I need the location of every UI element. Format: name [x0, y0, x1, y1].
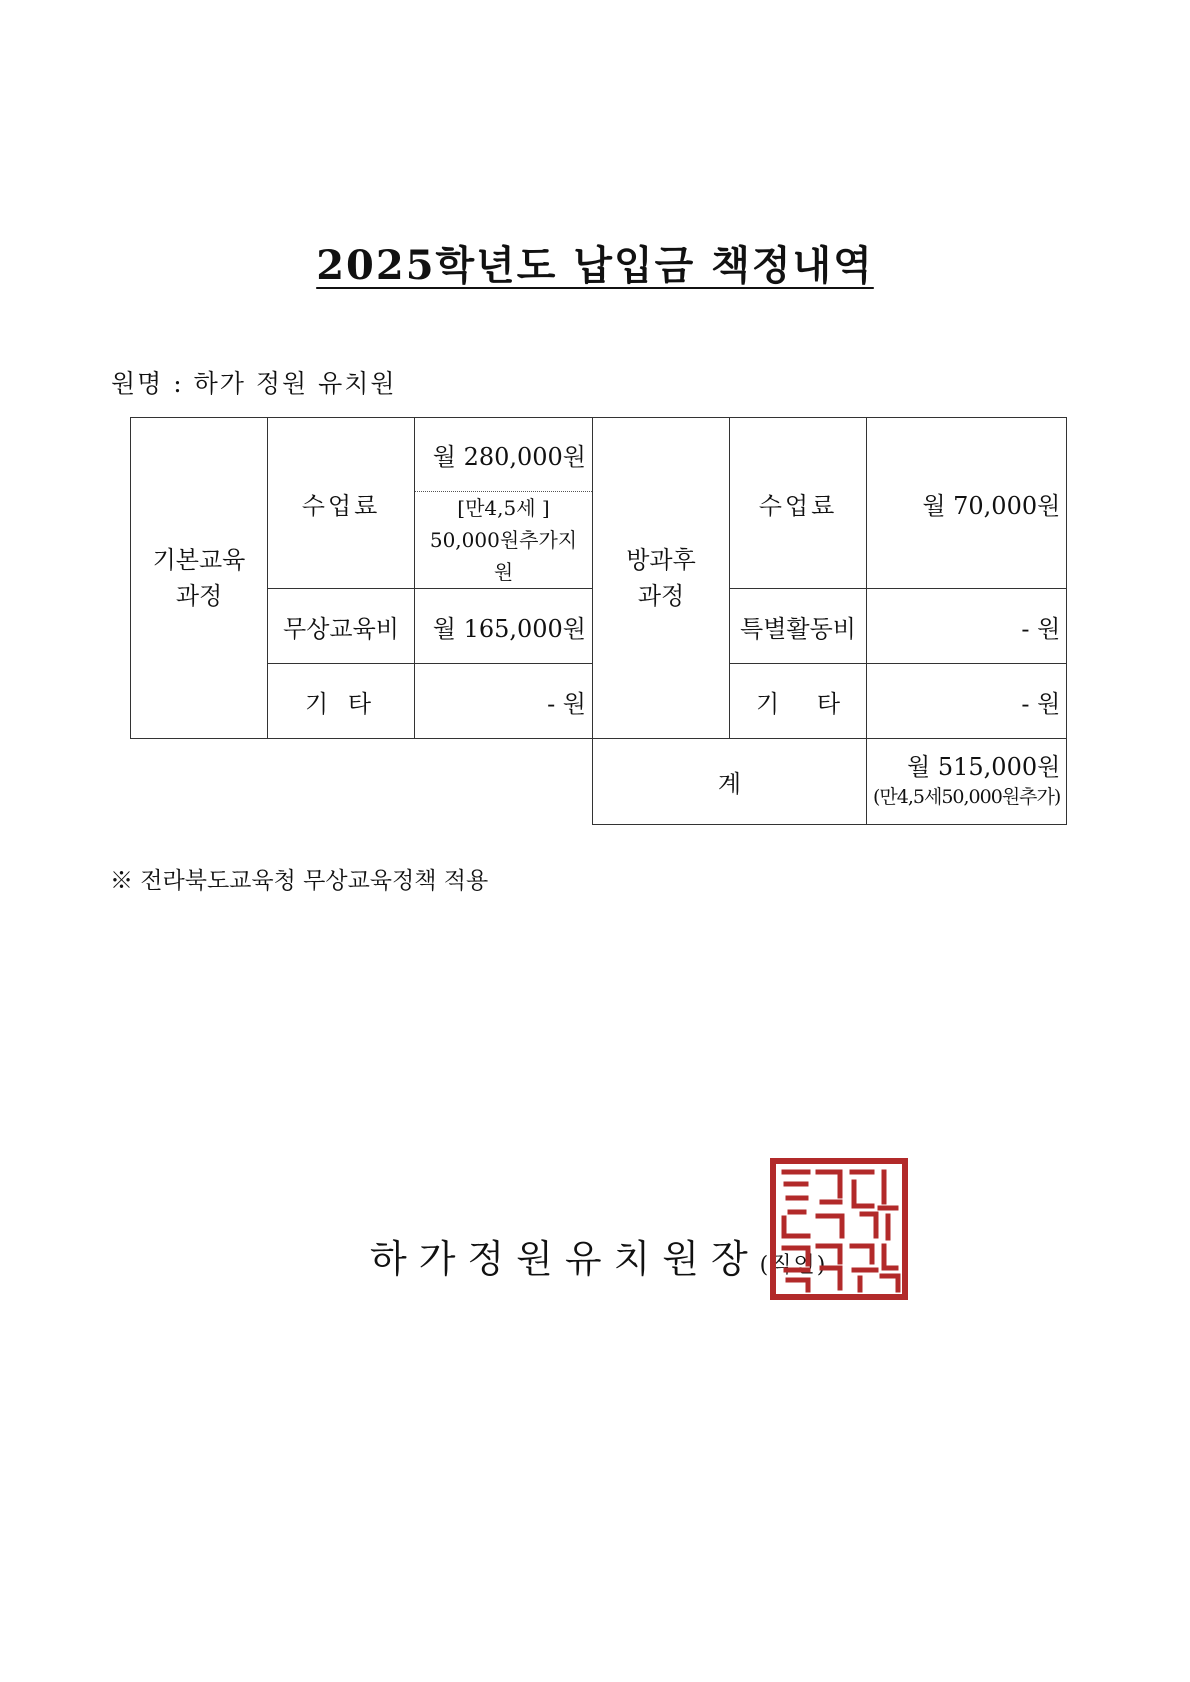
tuition-note-line2: 50,000원추가지원	[429, 528, 578, 584]
total-amount: 월 515,000원	[907, 752, 1061, 781]
seal-mark: (직인)	[759, 1253, 828, 1278]
after-tuition-amount: 월 70,000원	[867, 418, 1067, 589]
empty-cell	[131, 739, 593, 825]
total-amount-cell	[867, 739, 1067, 825]
basic-tuition-note	[415, 492, 593, 589]
tuition-note-line1: [만4,5세 ]	[457, 496, 550, 520]
after-tuition-label: 수업료	[730, 418, 867, 589]
basic-etc-amount: - 원	[415, 664, 593, 739]
after-etc-amount: - 원	[867, 664, 1067, 739]
signature-line	[370, 1228, 827, 1283]
fee-table	[130, 417, 1067, 825]
after-etc-label: 기 타	[730, 664, 867, 739]
official-seal-icon	[770, 1158, 908, 1300]
basic-course-label: 기본교육 과정	[131, 418, 268, 739]
free-education-label: 무상교육비	[268, 589, 415, 664]
footnote: ※ 전라북도교육청 무상교육정책 적용	[110, 868, 489, 894]
special-activity-amount: - 원	[867, 589, 1067, 664]
basic-etc-label: 기 타	[268, 664, 415, 739]
principal-title: 하가정원유치원장	[370, 1237, 760, 1281]
free-education-amount: 월 165,000원	[415, 589, 593, 664]
document-title: 2025학년도 납입금 책정내역	[316, 242, 874, 289]
after-course-label: 방과후 과정	[593, 418, 730, 739]
special-activity-label: 특별활동비	[730, 589, 867, 664]
total-label: 계	[593, 739, 867, 825]
basic-tuition-amount: 월 280,000원	[415, 418, 593, 492]
school-name: 원명 : 하가 정원 유치원	[111, 369, 397, 398]
basic-tuition-label: 수업료	[268, 418, 415, 589]
total-note: (만4,5세50,000원추가)	[873, 785, 1061, 808]
